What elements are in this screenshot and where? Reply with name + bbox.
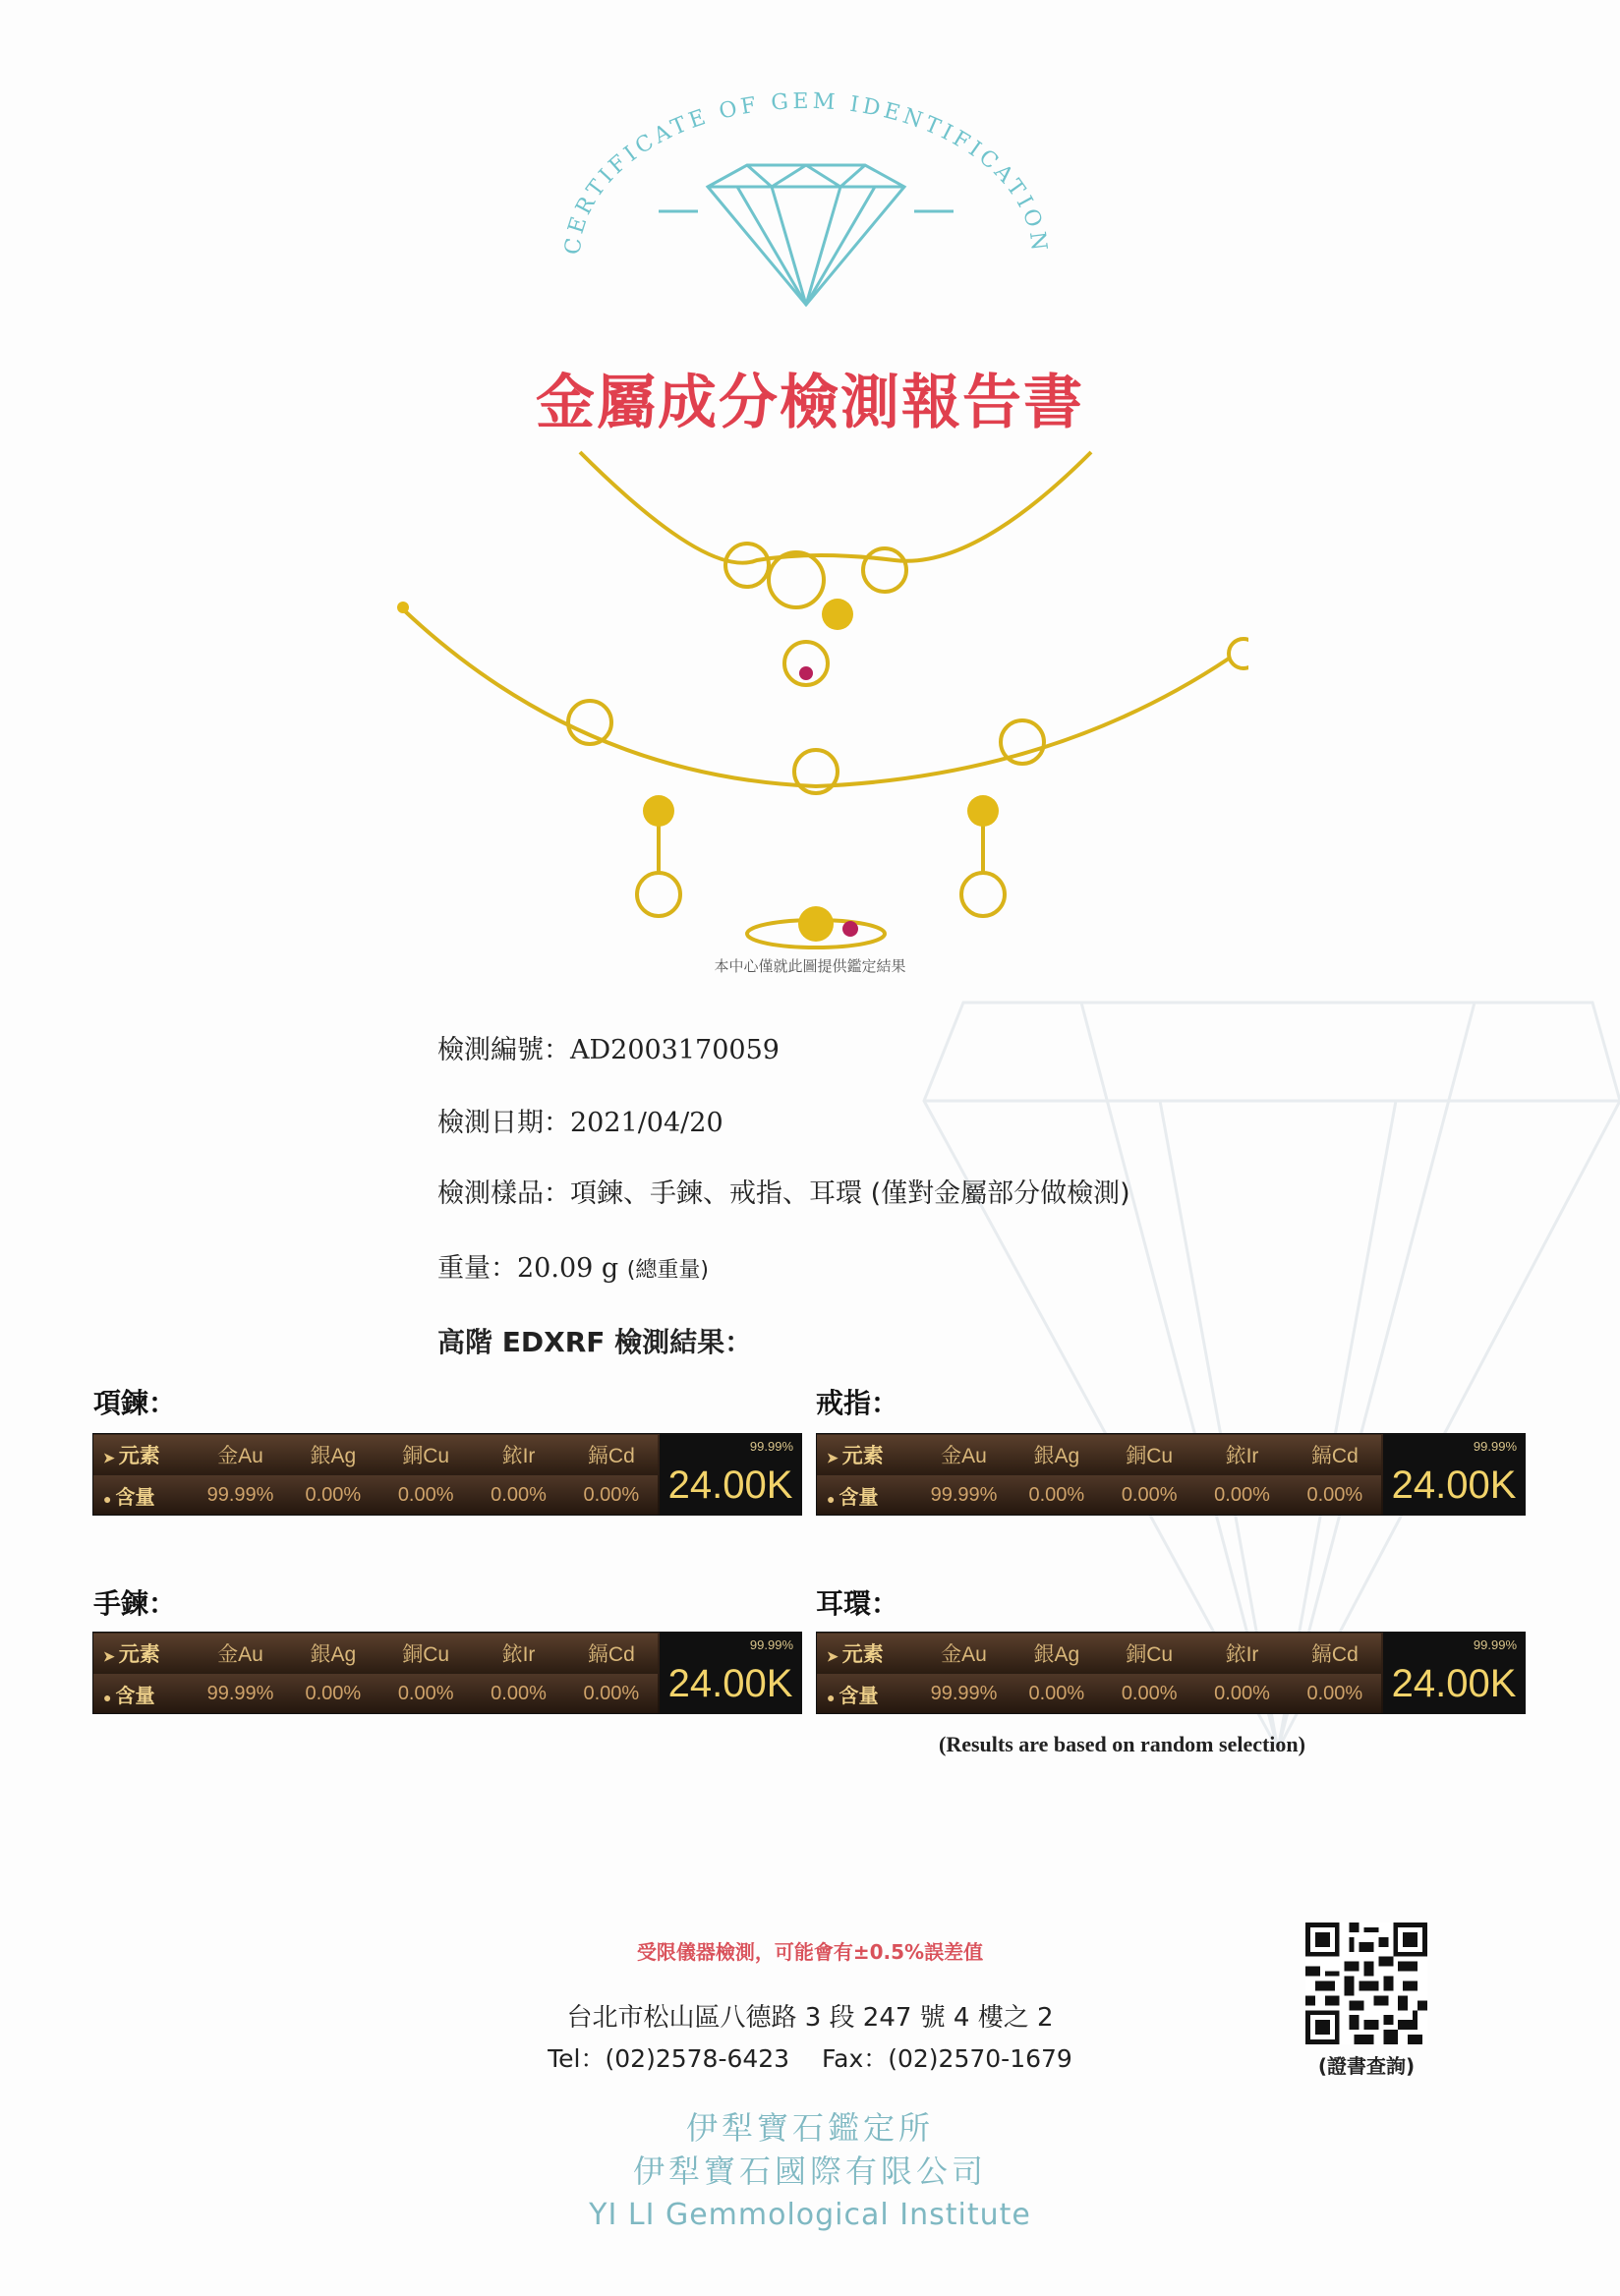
necklace-chain xyxy=(580,452,1091,563)
purity-value: 99.99% xyxy=(1473,1637,1517,1652)
element-name: 銀Ag xyxy=(1033,1643,1080,1666)
test-sample-value: 項鍊、手鍊、戒指、耳環 xyxy=(570,1178,862,1209)
element-name: 銥Ir xyxy=(1225,1445,1259,1467)
element-value: 0.00% xyxy=(1028,1682,1085,1704)
element-row xyxy=(93,1634,658,1673)
karat-value: 24.00K xyxy=(667,1662,793,1705)
element-value: 99.99% xyxy=(930,1483,998,1506)
element-value: 0.00% xyxy=(1028,1483,1085,1506)
bullet-icon: ➤ xyxy=(103,1450,115,1465)
element-name: 銅Cu xyxy=(1126,1643,1174,1666)
test-id-label: 檢測編號： xyxy=(437,1035,570,1065)
element-name: 鎘Cd xyxy=(1310,1445,1359,1467)
element-row-label: 元素 xyxy=(118,1445,160,1467)
content-row xyxy=(93,1475,658,1515)
element-value: 0.00% xyxy=(1121,1483,1178,1506)
karat-value: 24.00K xyxy=(1391,1662,1517,1705)
bracelet-result-bar xyxy=(92,1632,802,1714)
ruby-stone xyxy=(842,921,858,937)
element-row-label: 元素 xyxy=(841,1643,884,1666)
element-name: 金Au xyxy=(217,1643,263,1666)
earring-flower xyxy=(967,795,999,827)
diamond-icon xyxy=(659,165,954,305)
bullet-icon: ● xyxy=(827,1689,836,1705)
element-name: 鎘Cd xyxy=(587,1445,635,1467)
element-value: 0.00% xyxy=(583,1682,640,1704)
company-name-1: 伊犁寶石鑑定所 xyxy=(685,2109,934,2147)
content-row xyxy=(817,1475,1381,1515)
certificate-arc-text: CERTIFICATE OF GEM IDENTIFICATION xyxy=(560,88,1052,257)
bullet-icon: ➤ xyxy=(827,1648,839,1664)
purity-value: 99.99% xyxy=(1473,1439,1517,1454)
test-date-value: 2021/04/20 xyxy=(570,1108,723,1138)
element-name: 銥Ir xyxy=(501,1643,536,1666)
karat-box xyxy=(660,1434,801,1515)
address: 台北市松山區八德路 3 段 247 號 4 樓之 2 xyxy=(566,2003,1054,2033)
test-id-value: AD2003170059 xyxy=(570,1035,780,1065)
element-row-label: 元素 xyxy=(118,1643,160,1666)
element-value: 0.00% xyxy=(1214,1682,1270,1704)
gem-emblem xyxy=(550,79,1062,324)
element-value: 0.00% xyxy=(1306,1682,1363,1704)
element-name: 鎘Cd xyxy=(1310,1643,1359,1666)
element-value: 0.00% xyxy=(1214,1483,1270,1506)
content-row xyxy=(93,1674,658,1713)
element-value: 99.99% xyxy=(206,1483,274,1506)
bracelet-label: 手鍊： xyxy=(93,1587,177,1620)
element-value: 0.00% xyxy=(397,1682,454,1704)
weight-row xyxy=(437,1246,709,1285)
necklace-label: 項鍊： xyxy=(93,1387,177,1419)
error-disclaimer: 受限儀器檢測，可能會有±0.5%誤差值 xyxy=(636,1940,984,1964)
element-row xyxy=(817,1435,1381,1474)
necklace-ring xyxy=(863,548,906,592)
bullet-icon: ➤ xyxy=(827,1450,839,1465)
ring-result-bar xyxy=(816,1433,1526,1516)
test-id-row xyxy=(437,1028,780,1066)
content-row-label: 含量 xyxy=(115,1685,155,1707)
element-name: 銥Ir xyxy=(1225,1643,1259,1666)
weight-value: 20.09 g xyxy=(517,1253,619,1284)
test-sample-label: 檢測樣品： xyxy=(437,1178,570,1209)
karat-value: 24.00K xyxy=(667,1464,793,1507)
bullet-icon: ➤ xyxy=(103,1648,115,1664)
karat-box xyxy=(1383,1633,1525,1713)
bracelet-ring xyxy=(568,701,611,744)
weight-note: (總重量) xyxy=(626,1258,709,1283)
element-value: 99.99% xyxy=(206,1682,274,1704)
qr-label: (證書查詢) xyxy=(1317,2054,1416,2078)
earring-hoop xyxy=(637,873,680,916)
purity-value: 99.99% xyxy=(749,1439,793,1454)
element-value: 0.00% xyxy=(305,1483,362,1506)
element-value: 0.00% xyxy=(1306,1483,1363,1506)
element-value: 0.00% xyxy=(583,1483,640,1506)
content-row-label: 含量 xyxy=(839,1486,879,1509)
element-name: 金Au xyxy=(217,1445,263,1467)
test-date-label: 檢測日期： xyxy=(437,1108,570,1138)
test-date-row xyxy=(437,1101,723,1139)
ruby-stone xyxy=(799,666,813,680)
element-value: 0.00% xyxy=(491,1682,547,1704)
contact-info: Tel：(02)2578-6423 Fax：(02)2570-1679 xyxy=(548,2044,1072,2073)
test-sample-note: (僅對金屬部分做檢測) xyxy=(870,1178,1130,1209)
earring-label: 耳環： xyxy=(816,1587,899,1620)
necklace-result-bar xyxy=(92,1433,802,1516)
bullet-icon: ● xyxy=(827,1490,836,1507)
karat-value: 24.00K xyxy=(1391,1464,1517,1507)
element-value: 99.99% xyxy=(930,1682,998,1704)
necklace-ring xyxy=(769,552,824,607)
photo-caption: 本中心僅就此圖提供鑑定結果 xyxy=(714,957,906,975)
element-value: 0.00% xyxy=(1121,1682,1178,1704)
karat-box xyxy=(1383,1434,1525,1515)
element-name: 鎘Cd xyxy=(587,1643,635,1666)
bullet-icon: ● xyxy=(103,1490,112,1507)
element-name: 銀Ag xyxy=(310,1445,357,1467)
element-value: 0.00% xyxy=(491,1483,547,1506)
bracelet-chain xyxy=(403,609,1229,786)
jewelry-photo xyxy=(383,432,1248,953)
element-name: 銅Cu xyxy=(1126,1445,1174,1467)
earring-flower xyxy=(643,795,674,827)
element-name: 銀Ag xyxy=(310,1643,357,1666)
content-row-label: 含量 xyxy=(115,1486,155,1509)
element-name: 銅Cu xyxy=(402,1445,450,1467)
element-row-label: 元素 xyxy=(841,1445,884,1467)
random-selection-note: (Results are based on random selection) xyxy=(939,1732,1305,1756)
element-name: 金Au xyxy=(941,1445,987,1467)
content-row xyxy=(817,1674,1381,1713)
flower-charm xyxy=(822,599,853,630)
bracelet-ring xyxy=(1001,720,1044,764)
element-name: 金Au xyxy=(941,1643,987,1666)
report-title: 金屬成分檢測報告書 xyxy=(536,369,1084,437)
content-row-label: 含量 xyxy=(839,1685,879,1707)
element-row xyxy=(817,1634,1381,1673)
element-name: 銀Ag xyxy=(1033,1445,1080,1467)
result-heading: 高階 EDXRF 檢測結果： xyxy=(437,1326,753,1358)
element-value: 0.00% xyxy=(397,1483,454,1506)
karat-box xyxy=(660,1633,801,1713)
company-name-2: 伊犁寶石國際有限公司 xyxy=(632,2152,987,2190)
weight-label: 重量： xyxy=(437,1253,517,1284)
element-name: 銅Cu xyxy=(402,1643,450,1666)
element-name: 銥Ir xyxy=(501,1445,536,1467)
element-row xyxy=(93,1435,658,1474)
test-sample-row xyxy=(437,1172,1130,1210)
qr-code-icon[interactable] xyxy=(1305,1923,1427,2044)
earring-result-bar xyxy=(816,1632,1526,1714)
bullet-icon: ● xyxy=(103,1689,112,1705)
ring-flower xyxy=(798,906,834,942)
company-name-en: YI LI Gemmological Institute xyxy=(589,2198,1031,2232)
element-value: 0.00% xyxy=(305,1682,362,1704)
purity-value: 99.99% xyxy=(749,1637,793,1652)
ring-label: 戒指： xyxy=(816,1387,899,1419)
necklace-ring xyxy=(725,544,769,587)
clasp-ring xyxy=(1229,639,1248,668)
earring-hoop xyxy=(961,873,1005,916)
